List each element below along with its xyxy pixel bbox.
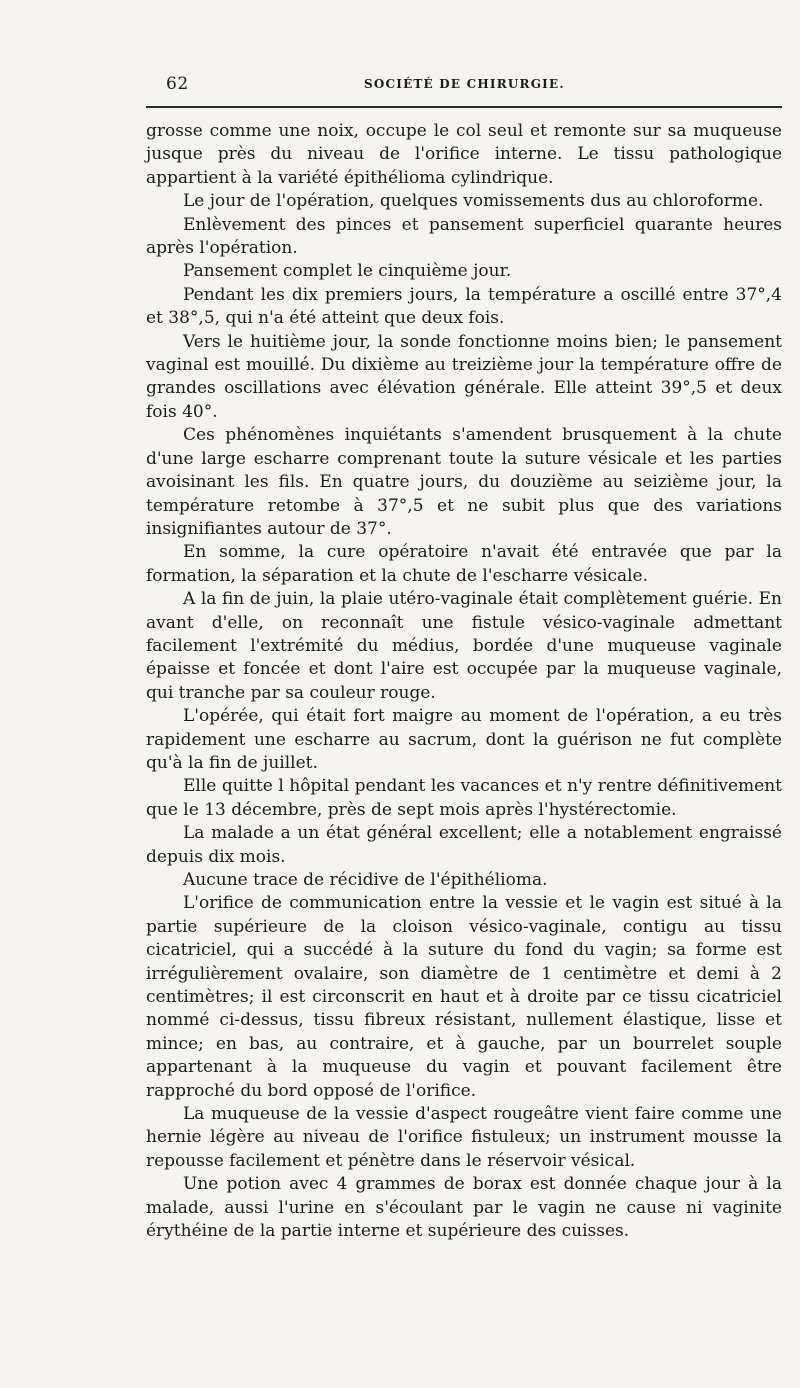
paragraph: Elle quitte l hôpital pendant les vacances et n'y rentre définitivement que le 13 décembre, près de sept mois après l'hystérectomie.: [146, 776, 782, 820]
paragraph: L'opérée, qui était fort maigre au moment de l'opération, a eu très rapidement une escharre au sacrum, dont la guérison ne fut complète qu'à la fin de juillet.: [146, 706, 782, 773]
paragraph: grosse comme une noix, occupe le col seul et remonte sur sa muqueuse jusque près du niveau de l'orifice interne. Le tissu pathologique appartient à la variété épithélioma cylindrique.: [146, 121, 782, 188]
page-number: 62: [166, 74, 189, 94]
paragraph: Une potion avec 4 grammes de borax est donnée chaque jour à la malade, aussi l'urine en s'écoulant par le vagin ne cause ni vaginite érythéine de la partie interne et supérieure des cuisses.: [146, 1174, 782, 1242]
paragraph: L'orifice de communication entre la vessie et le vagin est situé à la partie supérieure de la cloison vésico-vaginale, contigu au tissu cicatriciel, qui a succédé à la suture du fond du vagin; sa forme est irrégulièrement ovalaire, son diamètre de 1 centimètre et demi à 2 centimètres; il est circonscrit en haut et à droite par ce tissu cicatriciel nommé ci-dessus, tissu fibreux résistant, nullement élastique, lisse et mince; en bas, au contraire, et à gauche, par un bourrelet souple appartenant à la muqueuse du vagin et pouvant facilement être rapproché du bord opposé de l'orifice.: [146, 893, 782, 1101]
paragraph: Aucune trace de récidive de l'épithélioma.: [183, 870, 548, 890]
running-title: SOCIÉTÉ DE CHIRURGIE.: [364, 77, 565, 91]
paragraph: Vers le huitième jour, la sonde fonctionne moins bien; le pansement vaginal est mouillé. Du dixième au treizième jour la température offre de grandes oscillations avec élévation générale. Elle atteint 39°,5 et deux fois 40°.: [146, 331, 782, 422]
paragraph: Enlèvement des pinces et pansement superficiel quarante heures après l'opération.: [146, 214, 782, 259]
page-header: [146, 74, 782, 96]
paragraph: Pansement complet le cinquième jour.: [183, 261, 512, 282]
paragraph: Ces phénomènes inquiétants s'amendent brusquement à la chute d'une large escharre comprenant toute la suture vésicale et les parties avoisinant les fils. En quatre jours, du douzième au seizième jour, la température retombe à 37°,5 et ne subit plus que des variations insignifiantes autour de 37°.: [146, 425, 782, 539]
paragraph: Pendant les dix premiers jours, la température a oscillé entre 37°,4 et 38°,5, qui n'a été atteint que deux fois.: [146, 284, 782, 329]
paragraph: En somme, la cure opératoire n'avait été entravée que par la formation, la séparation et la chute de l'escharre vésicale.: [146, 542, 782, 586]
paragraph: Le jour de l'opération, quelques vomissements dus au chloroforme.: [183, 191, 764, 212]
paragraph: La muqueuse de la vessie d'aspect rougeâtre vient faire comme une hernie légère au niveau de l'orifice fistuleux; un instrument mousse la repousse facilement et pénètre dans le réservoir vésical.: [146, 1104, 782, 1171]
header-rule: [146, 106, 782, 108]
paragraph: La malade a un état général excellent; elle a notablement engraissé depuis dix mois.: [146, 823, 782, 867]
paragraph: A la fin de juin, la plaie utéro-vaginale était complètement guérie. En avant d'elle, on reconnaît une fistule vésico-vaginale admettant facilement l'extrémité du médius, bordée d'une muqueuse vaginale épaisse et foncée et dont l'aire est occupée par la muqueuse vaginale, qui tranche par sa couleur rouge.: [146, 589, 782, 703]
body-text: [146, 120, 782, 1244]
